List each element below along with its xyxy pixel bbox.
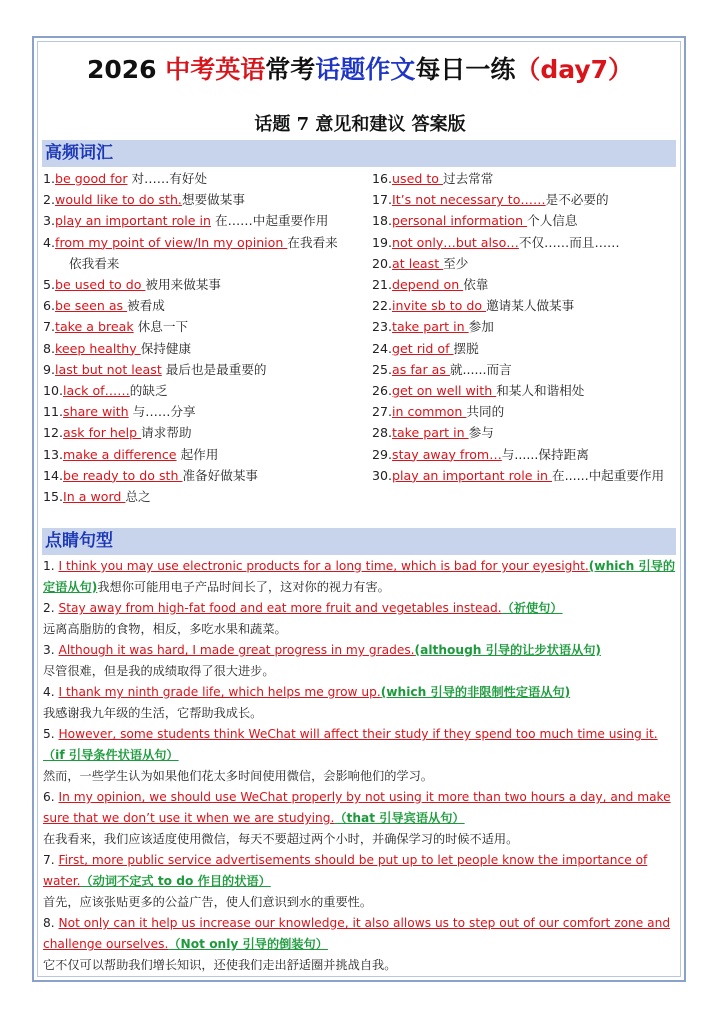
- title-day: （day7）: [515, 55, 634, 84]
- vocab-item: [43, 189, 363, 210]
- vocab-meaning: 的缺乏: [129, 383, 168, 399]
- vocab-number: 24.: [372, 340, 393, 356]
- vocab-meaning: 依靠: [463, 277, 489, 293]
- vocab-phrase: used to: [392, 171, 443, 186]
- vocab-item: [372, 295, 672, 316]
- vocab-meaning: 保持健康: [140, 340, 192, 356]
- vocab-meaning: 请求帮助: [141, 425, 192, 441]
- vocab-meaning: 不仅……而且……: [518, 234, 620, 250]
- vocab-meaning-cont: 依我看来: [69, 255, 120, 271]
- vocab-phrase: in common: [392, 404, 467, 420]
- vocab-phrase: play an important role in: [55, 213, 211, 229]
- vocab-number: 25.: [372, 361, 393, 377]
- sentence-item: [43, 850, 678, 913]
- sentence-number: 8.: [43, 916, 59, 930]
- vocab-list-right: [372, 168, 672, 486]
- vocab-phrase: get on well with: [392, 383, 497, 399]
- vocab-item: [372, 444, 672, 465]
- vocab-number: 27.: [372, 404, 393, 420]
- vocab-item: [372, 422, 672, 443]
- vocab-meaning: 摆脱: [453, 340, 479, 356]
- vocab-item: [43, 359, 363, 380]
- sentence-list: [43, 556, 678, 976]
- vocab-number: 22.: [372, 298, 393, 314]
- vocab-phrase: depend on: [392, 277, 464, 293]
- sentence-number: 7.: [43, 853, 59, 867]
- vocab-meaning: 个人信息: [527, 213, 578, 229]
- sentence-grammar-note: (although 引导的让步状语从句): [414, 643, 601, 657]
- vocab-number: 3.: [43, 213, 56, 229]
- vocab-phrase: take part in: [392, 425, 469, 441]
- sentence-grammar-note: (which 引导的定语从句): [43, 559, 676, 594]
- vocab-item: [372, 316, 672, 337]
- vocab-meaning: 准备好做某事: [182, 467, 258, 483]
- sentence-english: In my opinion, we should use WeChat properly by not using it more than two hours a day, and make sure that we don’t use it when we are studying.: [43, 790, 671, 825]
- vocab-item: [372, 359, 672, 380]
- vocab-number: 23.: [372, 319, 393, 335]
- vocab-meaning: 在……中起重要作用: [210, 213, 329, 229]
- sentence-chinese: 尽管很难，但是我的成绩取得了很大进步。: [43, 664, 275, 678]
- sentence-number: 2.: [43, 601, 59, 615]
- vocab-item: [372, 168, 672, 189]
- vocab-item: [372, 189, 672, 210]
- title-daily: 每日一练: [415, 55, 516, 84]
- vocab-number: 7.: [43, 319, 56, 335]
- vocab-phrase: invite sb to do: [392, 298, 487, 314]
- vocab-meaning: 就......而言: [449, 361, 512, 377]
- vocab-phrase: stay away from…: [392, 446, 502, 462]
- sentence-item: [43, 787, 678, 850]
- vocab-phrase: lack of……: [63, 383, 130, 399]
- vocab-meaning: 被看成: [127, 298, 165, 314]
- title-year: 2026: [86, 55, 166, 84]
- vocab-item: [43, 295, 363, 316]
- vocab-phrase: personal information: [392, 213, 528, 229]
- sentence-grammar-note: （that 引导宾语从句）: [334, 811, 465, 825]
- vocab-number: 5.: [43, 277, 56, 293]
- vocab-meaning: 被用来做某事: [145, 277, 221, 293]
- sentence-chinese: 我想你可能用电子产品时间长了，这对你的视力有害。: [97, 580, 390, 594]
- vocab-number: 11.: [43, 404, 64, 420]
- sentence-grammar-note: （动词不定式 to do 作目的状语）: [80, 874, 271, 888]
- vocab-number: 9.: [43, 361, 56, 377]
- vocab-item: [43, 380, 363, 401]
- sentence-item: [43, 640, 678, 682]
- vocab-phrase: last but not least: [55, 361, 162, 377]
- vocab-phrase: play an important role in: [392, 467, 552, 483]
- vocab-item: [43, 316, 363, 337]
- vocab-meaning: 起作用: [176, 446, 219, 462]
- vocab-phrase: It’s not necessary to……: [392, 192, 546, 208]
- vocab-meaning: 对……有好处: [127, 171, 208, 186]
- vocab-number: 17.: [372, 192, 393, 208]
- vocab-meaning: 至少: [443, 255, 469, 271]
- vocab-number: 6.: [43, 298, 56, 314]
- vocab-meaning: 在......中起重要作用: [551, 467, 665, 483]
- vocab-number: 16.: [372, 171, 393, 186]
- vocab-meaning: 共同的: [466, 404, 505, 420]
- vocab-number: 4.: [43, 234, 56, 250]
- vocab-item: [43, 274, 363, 295]
- vocab-meaning: 在我看来: [287, 234, 338, 250]
- vocab-item: [43, 210, 363, 231]
- vocab-item: [43, 486, 363, 507]
- vocab-meaning: 与……分享: [128, 404, 196, 420]
- vocab-phrase: make a difference: [63, 446, 177, 462]
- page-subtitle: 话题 7 意见和建议 答案版: [254, 114, 466, 135]
- sentence-english: I thank my ninth grade life, which helps me grow up.: [58, 685, 381, 699]
- vocab-phrase: share with: [63, 404, 129, 420]
- page-title: [0, 50, 720, 86]
- sentence-english: First, more public service advertisements should be put up to let people know the importance of water.: [43, 853, 648, 888]
- sentence-item: [43, 913, 678, 976]
- vocab-meaning: 休息一下: [133, 319, 189, 335]
- vocab-phrase: be used to do: [55, 277, 146, 293]
- sentence-grammar-note: (which 引导的非限制性定语从句): [380, 685, 571, 699]
- vocab-number: 28.: [372, 425, 393, 441]
- vocab-meaning: 参与: [468, 425, 494, 441]
- vocab-item: [43, 232, 363, 274]
- sentence-english: Although it was hard, I made great progress in my grades.: [58, 643, 415, 657]
- vocab-number: 20.: [372, 255, 393, 271]
- sentence-english: Stay away from high-fat food and eat more fruit and vegetables instead.: [58, 601, 502, 615]
- sentence-number: 5.: [43, 727, 59, 741]
- vocab-section-header: 高频词汇: [42, 140, 676, 167]
- sentence-chinese: 我感谢我九年级的生活，它帮助我成长。: [43, 706, 263, 720]
- vocab-item: [43, 338, 363, 359]
- vocab-item: [372, 380, 672, 401]
- vocab-number: 12.: [43, 425, 64, 441]
- sentence-chinese: 首先，应该张贴更多的公益广告，使人们意识到水的重要性。: [43, 895, 373, 909]
- vocab-meaning: 总之: [125, 489, 151, 505]
- vocab-meaning: 和某人和谐相处: [496, 383, 585, 399]
- vocab-phrase: get rid of: [392, 340, 454, 356]
- vocab-meaning: 过去常常: [442, 171, 494, 186]
- title-topic: 话题作文: [315, 55, 416, 84]
- vocab-phrase: take a break: [55, 319, 134, 335]
- vocab-item: [43, 444, 363, 465]
- vocab-item: [372, 253, 672, 274]
- sentence-section-header: 点睛句型: [42, 528, 676, 555]
- vocab-item: [43, 168, 363, 189]
- sentence-item: [43, 598, 678, 640]
- vocab-number: 1.: [43, 171, 56, 186]
- sentence-number: 4.: [43, 685, 59, 699]
- vocab-phrase: from my point of view/In my opinion: [55, 234, 288, 250]
- sentence-item: [43, 556, 678, 598]
- sentence-chinese: 在我看来，我们应该适度使用微信，每天不要超过两个小时，并确保学习的时候不适用。: [43, 832, 519, 846]
- vocab-phrase: keep healthy: [55, 340, 141, 356]
- vocab-number: 13.: [43, 446, 64, 462]
- vocab-number: 29.: [372, 446, 393, 462]
- vocab-phrase: not only…but also…: [392, 234, 519, 250]
- vocab-meaning: 是不必要的: [545, 192, 609, 208]
- vocab-phrase: be seen as: [55, 298, 128, 314]
- vocab-phrase: be good for: [55, 171, 128, 186]
- sentence-english: Not only can it help us increase our knowledge, it also allows us to step out of our comfort zone and challenge ourselves.: [43, 916, 671, 951]
- sentence-english: I think you may use electronic products for a long time, which is bad for your eyesight.: [58, 559, 589, 573]
- vocab-item: [372, 210, 672, 231]
- vocab-meaning: 与......保持距离: [501, 446, 589, 462]
- vocab-meaning: 最后也是最重要的: [161, 361, 267, 377]
- vocab-item: [43, 465, 363, 486]
- sentence-grammar-note: （Not only 引导的倒装句）: [168, 937, 328, 951]
- vocab-number: 8.: [43, 340, 56, 356]
- vocab-meaning: 邀请某人做某事: [486, 298, 575, 314]
- vocab-number: 18.: [372, 213, 393, 229]
- vocab-phrase: as far as: [392, 361, 450, 377]
- vocab-phrase: In a word: [63, 489, 126, 505]
- vocab-phrase: take part in: [392, 319, 469, 335]
- vocab-phrase: would like to do sth.: [55, 192, 182, 208]
- vocab-number: 10.: [43, 383, 64, 399]
- vocab-list-left: [43, 168, 363, 507]
- vocab-phrase: be ready to do sth: [63, 467, 183, 483]
- sentence-grammar-note: （if 引导条件状语从句）: [43, 748, 179, 762]
- sentence-item: [43, 724, 678, 787]
- vocab-item: [372, 274, 672, 295]
- sentence-chinese: 它不仅可以帮助我们增长知识，还使我们走出舒适圈并挑战自我。: [43, 958, 397, 972]
- title-subject: 中考英语: [165, 55, 266, 84]
- vocab-item: [372, 465, 672, 486]
- vocab-number: 19.: [372, 234, 393, 250]
- vocab-item: [43, 401, 363, 422]
- sentence-english: However, some students think WeChat will affect their study if they spend too much time using it.: [58, 727, 658, 741]
- vocab-number: 2.: [43, 192, 56, 208]
- sentence-grammar-note: （祈使句）: [501, 601, 563, 615]
- vocab-item: [43, 422, 363, 443]
- sentence-number: 3.: [43, 643, 59, 657]
- title-common: 常考: [265, 55, 316, 84]
- vocab-number: 21.: [372, 277, 393, 293]
- vocab-item: [372, 338, 672, 359]
- sentence-number: 6.: [43, 790, 59, 804]
- vocab-phrase: at least: [392, 255, 444, 271]
- vocab-number: 26.: [372, 383, 393, 399]
- vocab-item: [372, 232, 672, 253]
- sentence-chinese: 然而，一些学生认为如果他们花太多时间使用微信，会影响他们的学习。: [43, 769, 433, 783]
- vocab-meaning: 参加: [468, 319, 494, 335]
- vocab-number: 30.: [372, 467, 393, 483]
- vocab-number: 14.: [43, 467, 64, 483]
- vocab-number: 15.: [43, 489, 64, 505]
- sentence-number: 1.: [43, 559, 59, 573]
- sentence-chinese: 远离高脂肪的食物，相反，多吃水果和蔬菜。: [43, 622, 287, 636]
- vocab-phrase: ask for help: [63, 425, 142, 441]
- sentence-item: [43, 682, 678, 724]
- vocab-item: [372, 401, 672, 422]
- vocab-meaning: 想要做某事: [181, 192, 245, 208]
